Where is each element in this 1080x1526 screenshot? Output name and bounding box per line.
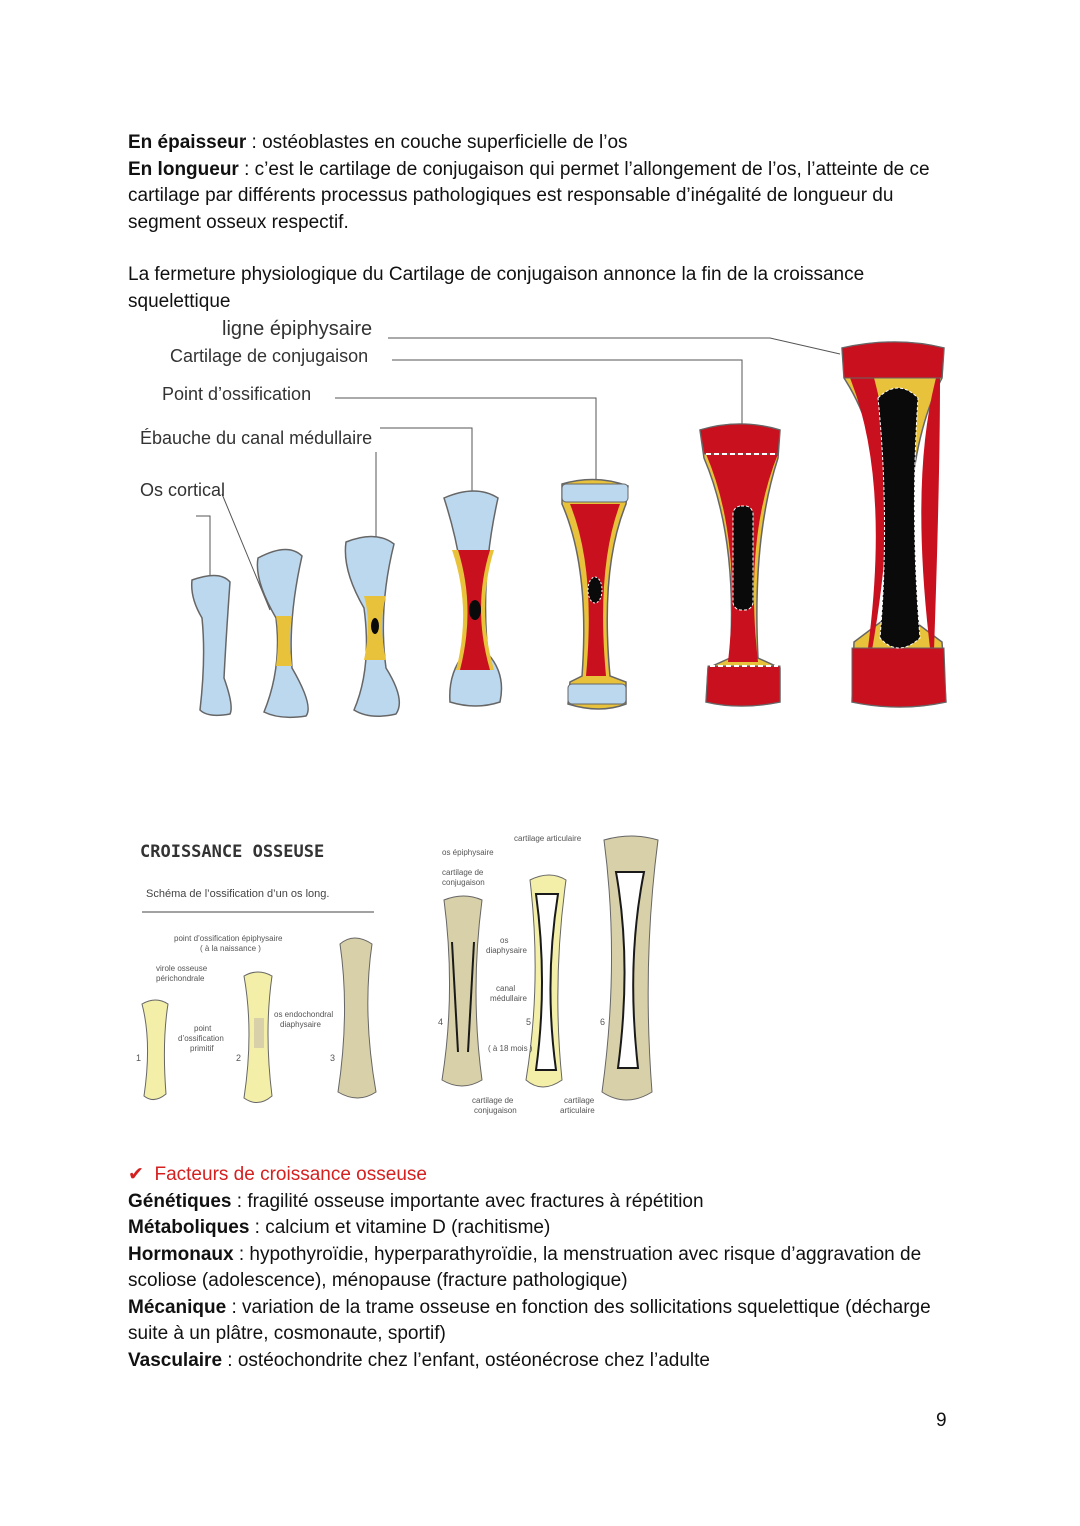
- fig2-bone-3: [338, 938, 376, 1098]
- fig2-bone-1: [142, 1000, 168, 1100]
- intro-section: [128, 130, 948, 315]
- fig2-label-cartilage-articulaire: cartilage articulaire: [514, 834, 582, 843]
- fig2-label-medullaire: médullaire: [490, 994, 527, 1003]
- factors-heading: [128, 1162, 948, 1189]
- fig2-number-6: 6: [600, 1017, 606, 1027]
- factor-term: Vasculaire: [128, 1349, 223, 1371]
- bone-growth-svg: [130, 318, 960, 728]
- croissance-osseuse-figure: [132, 832, 677, 1122]
- factor-item: [128, 1215, 948, 1242]
- factor-item: [128, 1295, 948, 1348]
- bone-stage-7-canal: [878, 388, 920, 648]
- fig2-label-conjugaison: conjugaison: [442, 878, 485, 887]
- label-os-cortical: Os cortical: [140, 480, 226, 500]
- fig2-label-diaphysaire: diaphysaire: [280, 1020, 321, 1029]
- factors-heading-text: Facteurs de croissance osseuse: [154, 1164, 427, 1185]
- factor-text: : hypothyroïdie, hyperparathyroïdie, la menstruation avec risque d’aggravation de scoliose (adolescence), ménopause (fracture pathologique): [128, 1243, 922, 1291]
- label-ebauche-canal: Ébauche du canal médullaire: [140, 428, 373, 448]
- fig2-label-endochondral: os endochondral: [274, 1010, 334, 1019]
- fig2-label-os-epiphysaire: os épiphysaire: [442, 848, 494, 857]
- fig2-bone-4: [442, 896, 482, 1086]
- fig2-label-canal: canal: [496, 984, 516, 993]
- bone-stage-6-epiphysis-top: [700, 424, 780, 454]
- fig2-label-articulaire-bottom: articulaire: [560, 1106, 595, 1115]
- epaisseur-text: : ostéoblastes en couche superficielle de l’os: [246, 132, 628, 153]
- longueur-paragraph: [128, 157, 948, 237]
- fig2-bone-2-collar: [254, 1018, 264, 1048]
- fig2-label-18-mois: ( à 18 mois ): [488, 1044, 533, 1053]
- fig2-label-naissance: ( à la naissance ): [200, 944, 261, 953]
- factors-section: [128, 1162, 948, 1374]
- fig2-number-3: 3: [330, 1053, 336, 1063]
- bone-stage-7-epiphysis-top: [842, 342, 944, 378]
- fig2-label-point-3: primitif: [190, 1044, 214, 1053]
- factor-text: : ostéochondrite chez l’enfant, ostéonécrose chez l’adulte: [222, 1349, 711, 1371]
- bone-stage-5-epiphysis-bottom: [568, 684, 626, 704]
- bone-stage-1: [192, 575, 231, 715]
- epaisseur-term: En épaisseur: [128, 132, 247, 153]
- fig2-number-5: 5: [526, 1017, 532, 1027]
- fig2-title: CROISSANCE OSSEUSE: [140, 842, 325, 862]
- factor-item: [128, 1242, 948, 1295]
- factor-term: Hormonaux: [128, 1243, 234, 1265]
- bone-growth-figure: [130, 318, 960, 728]
- fig2-label-cartilage-bottom: cartilage: [564, 1096, 595, 1105]
- fig2-label-conjugaison-bottom: conjugaison: [474, 1106, 517, 1115]
- fig2-label-os: os: [500, 936, 509, 945]
- fig2-label-virole: virole osseuse: [156, 964, 208, 973]
- fig2-subtitle: Schéma de l’ossification d’un os long.: [146, 888, 330, 900]
- fig2-label-cartilage-de-bottom: cartilage de: [472, 1096, 514, 1105]
- page-number: 9: [936, 1410, 947, 1431]
- factor-text: : calcium et vitamine D (rachitisme): [249, 1217, 551, 1238]
- leader-cartilage: [392, 360, 742, 428]
- bone-stage-6-canal: [733, 506, 753, 610]
- fig2-label-point-epiphysaire: point d’ossification épiphysaire: [174, 934, 283, 943]
- fermeture-paragraph: La fermeture physiologique du Cartilage de conjugaison annonce la fin de la croissance squelettique: [128, 264, 865, 312]
- bone-stage-7-epiphysis-bottom: [852, 648, 946, 707]
- leader-point: [335, 398, 596, 495]
- bone-stage-5-canal: [588, 577, 602, 603]
- factor-term: Métaboliques: [128, 1217, 250, 1238]
- factor-text: : fragilité osseuse importante avec fractures à répétition: [231, 1190, 704, 1212]
- bone-stage-4-point: [469, 600, 481, 620]
- fig2-number-4: 4: [438, 1017, 444, 1027]
- factor-item: [128, 1189, 948, 1216]
- bone-stage-5-epiphysis-top: [562, 484, 628, 502]
- longueur-text: : c’est le cartilage de conjugaison qui permet l’allongement de l’os, l’atteinte de ce cartilage par différents processus pathologiques est responsable d’inégalité de longueur du segment osseux respectif.: [128, 158, 930, 233]
- label-point-ossification: Point d’ossification: [162, 384, 312, 404]
- fig2-label-point-2: d’ossification: [178, 1034, 224, 1043]
- bone-stage-6-epiphysis-bottom: [706, 666, 780, 706]
- factor-item: [128, 1348, 948, 1375]
- bone-stage-2-collar: [276, 616, 292, 666]
- factor-term: Génétiques: [128, 1190, 232, 1212]
- fig2-number-2: 2: [236, 1053, 242, 1063]
- fig2-number-1: 1: [136, 1053, 142, 1063]
- fig2-label-os-diaphysaire: diaphysaire: [486, 946, 527, 955]
- fig2-label-perichondrale: périchondrale: [156, 974, 205, 983]
- label-ligne-epiphysaire: ligne épiphysaire: [222, 318, 373, 340]
- factor-text: : variation de la trame osseuse en fonction des sollicitations squelettique (décharge suite à un plâtre, cosmonaute, sportif): [128, 1296, 931, 1344]
- leader-cortical: [196, 516, 210, 580]
- label-cartilage-conjugaison: Cartilage de conjugaison: [170, 346, 369, 366]
- bone-stage-3-point: [371, 618, 379, 634]
- fig2-svg: [132, 832, 677, 1122]
- check-icon: ✔: [128, 1164, 144, 1185]
- epaisseur-line: [128, 130, 948, 157]
- fig2-label-cartilage-de: cartilage de: [442, 868, 484, 877]
- leader-ligne: [388, 338, 840, 354]
- longueur-term: En longueur: [128, 158, 239, 180]
- fig2-label-point-1: point: [194, 1024, 212, 1033]
- factor-term: Mécanique: [128, 1296, 227, 1318]
